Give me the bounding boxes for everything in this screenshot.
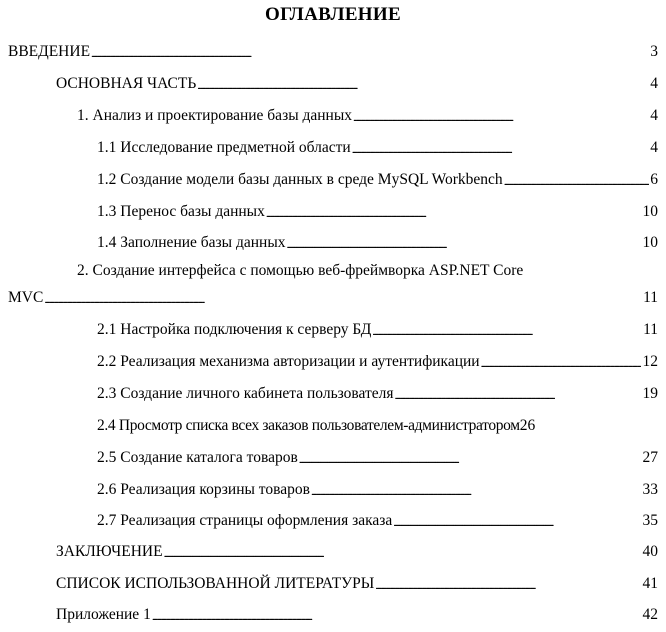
toc-entry-label: СПИСОК ИСПОЛЬЗОВАННОЙ ЛИТЕРАТУРЫ bbox=[56, 575, 375, 592]
toc-entry-label: 1.1 Исследование предметной области bbox=[97, 139, 351, 156]
toc-page-number: 11 bbox=[643, 321, 658, 338]
toc-entry-label: 1. Анализ и проектирование базы данных bbox=[77, 107, 352, 124]
toc-entry-references[interactable] bbox=[56, 572, 658, 596]
dot-leader bbox=[393, 512, 641, 533]
toc-entry-appendix-1[interactable] bbox=[56, 603, 658, 627]
toc-entry-label: 1.4 Заполнение базы данных bbox=[97, 234, 286, 251]
toc-page-number: 35 bbox=[642, 512, 658, 529]
toc-page-number: 4 bbox=[650, 75, 658, 92]
toc-entry-label: MVC bbox=[8, 289, 44, 306]
toc-entry-2-4[interactable] bbox=[97, 414, 658, 438]
toc-page-number: 11 bbox=[643, 289, 658, 306]
toc-entry-2-1[interactable] bbox=[97, 318, 658, 342]
dot-leader bbox=[311, 481, 642, 502]
toc-entry-1-4[interactable] bbox=[97, 231, 658, 255]
toc-entry-label: 2.1 Настройка подключения к серверу БД bbox=[97, 321, 372, 338]
dot-leader bbox=[266, 203, 642, 224]
toc-entry-2-2[interactable] bbox=[97, 350, 658, 374]
toc-page-number: 42 bbox=[642, 606, 658, 623]
toc-entry-label: 2.5 Создание каталога товаров bbox=[97, 449, 298, 466]
toc-entry-main-part[interactable] bbox=[56, 72, 658, 96]
toc-page-number: 3 bbox=[650, 43, 658, 60]
dot-leader bbox=[375, 575, 641, 596]
toc-entry-label: ОСНОВНАЯ ЧАСТЬ bbox=[56, 75, 197, 92]
toc-page-number: 41 bbox=[642, 575, 658, 592]
dot-leader bbox=[299, 449, 642, 470]
toc-page-number: 40 bbox=[642, 543, 658, 560]
dot-leader bbox=[286, 234, 641, 255]
toc-entry-2-6[interactable] bbox=[97, 478, 658, 502]
toc-entry-1-1[interactable] bbox=[97, 136, 658, 160]
toc-entry-conclusion[interactable] bbox=[56, 540, 658, 564]
toc-entry-chapter-1[interactable] bbox=[77, 104, 658, 128]
dot-leader bbox=[353, 107, 649, 128]
toc-page-number: 10 bbox=[642, 234, 658, 251]
toc-entry-2-5[interactable] bbox=[97, 446, 658, 470]
toc-page-number: 6 bbox=[650, 171, 658, 188]
toc-entry-label: 2.2 Реализация механизма авторизации и аутентификации bbox=[97, 353, 480, 370]
toc-entry-label: 2.3 Создание личного кабинета пользователя bbox=[97, 385, 394, 402]
toc-entry-label: 1.3 Перенос базы данных bbox=[97, 203, 265, 220]
toc-entry-1-2[interactable] bbox=[97, 168, 658, 192]
toc-entry-chapter-2-line1[interactable]: 2. Создание интерфейса с помощью веб-фреймворка ASP.NET Core bbox=[77, 262, 524, 279]
dot-leader bbox=[164, 543, 642, 564]
toc-entry-2-3[interactable] bbox=[97, 382, 658, 406]
dot-leader bbox=[352, 139, 650, 160]
dot-leader bbox=[44, 289, 642, 310]
toc-page-number: 12 bbox=[642, 353, 658, 370]
toc-page-number: 4 bbox=[650, 107, 658, 124]
dot-leader bbox=[504, 171, 650, 192]
toc-page-number: 26 bbox=[519, 417, 536, 434]
page-title: ОГЛАВЛЕНИЕ bbox=[265, 4, 401, 25]
toc-entry-label: ВВЕДЕНИЕ bbox=[8, 43, 91, 60]
toc-page-number: 27 bbox=[642, 449, 658, 466]
toc-entry-label: 2.4 Просмотр списка всех заказов пользователем-администратором bbox=[97, 417, 520, 434]
toc-page-number: 4 bbox=[650, 139, 658, 156]
dot-leader bbox=[91, 43, 649, 64]
toc-page-number: 19 bbox=[642, 385, 658, 402]
toc-entry-label: 2.7 Реализация страницы оформления заказа bbox=[97, 512, 393, 529]
toc-entry-label: 2.6 Реализация корзины товаров bbox=[97, 481, 310, 498]
dot-leader bbox=[481, 353, 642, 374]
toc-entry-chapter-2[interactable] bbox=[8, 286, 658, 310]
dot-leader bbox=[197, 75, 649, 96]
toc-entry-1-3[interactable] bbox=[97, 200, 658, 224]
dot-leader bbox=[152, 606, 642, 627]
toc-entry-label: ЗАКЛЮЧЕНИЕ bbox=[56, 543, 163, 560]
toc-entry-label: 1.2 Создание модели базы данных в среде MySQL Workbench bbox=[97, 171, 503, 188]
toc-entry-introduction[interactable] bbox=[8, 40, 658, 64]
toc-entry-2-7[interactable] bbox=[97, 509, 658, 533]
dot-leader bbox=[395, 385, 642, 406]
dot-leader bbox=[372, 321, 642, 342]
toc-entry-label: Приложение 1 bbox=[56, 606, 151, 623]
toc-page-number: 10 bbox=[642, 203, 658, 220]
toc-page-number: 33 bbox=[642, 481, 658, 498]
